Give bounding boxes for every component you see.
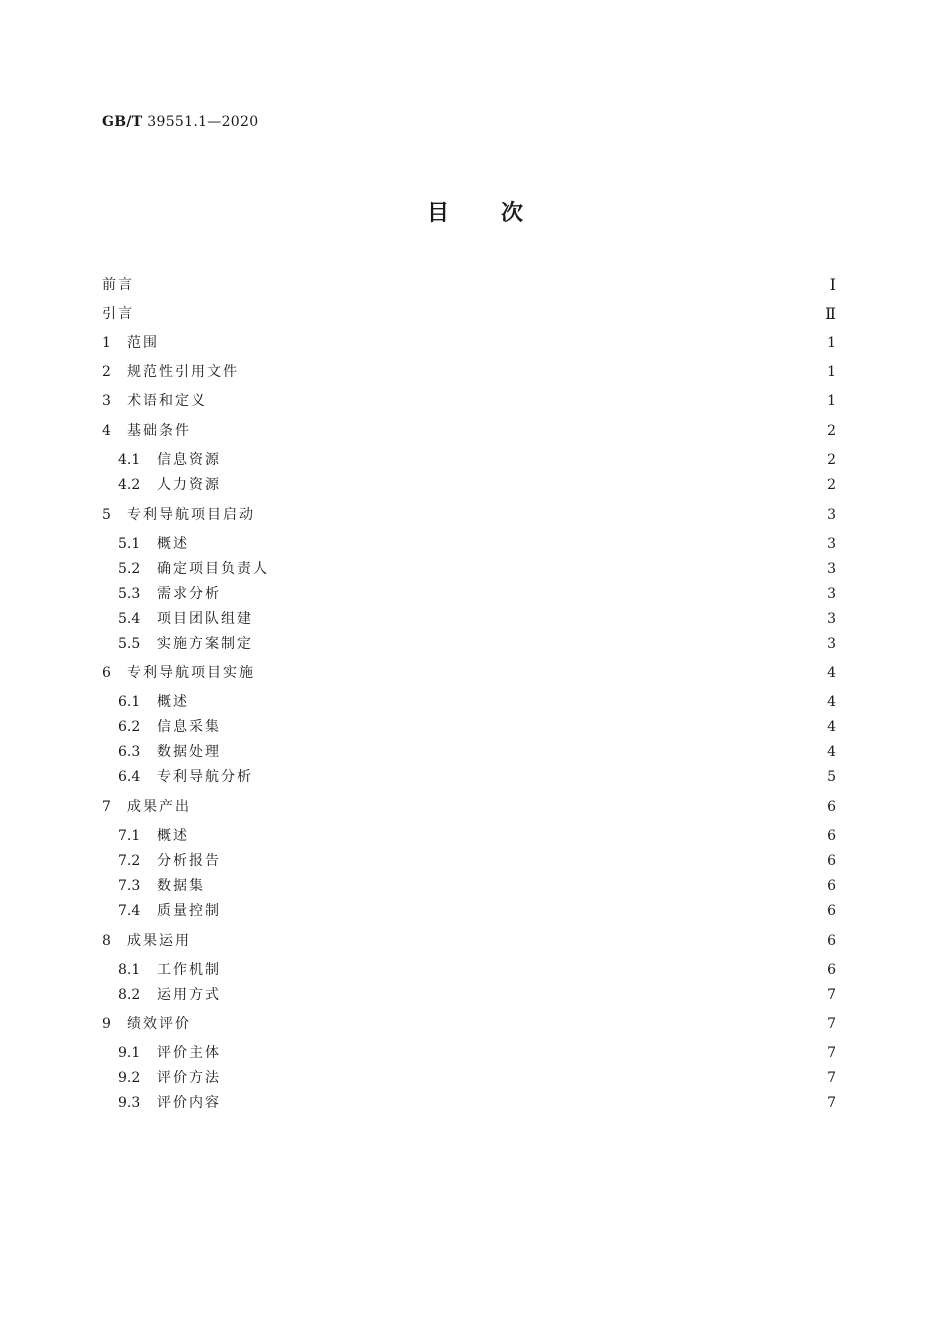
toc-entry-label: 概述: [157, 536, 189, 552]
dot-leader: [229, 1043, 818, 1063]
toc-entry-number: 2: [102, 364, 111, 380]
dot-leader: [277, 559, 818, 579]
toc-entry-label: 范围: [127, 335, 159, 351]
toc-entry-page: 6: [827, 878, 836, 894]
toc-entry-label: 确定项目负责人: [157, 561, 269, 577]
dot-leader: [197, 534, 818, 554]
toc-entry-label: 质量控制: [157, 903, 221, 919]
dot-leader: [229, 717, 818, 737]
toc-entry[interactable]: [102, 391, 836, 411]
dot-leader: [229, 1093, 818, 1113]
toc-entry[interactable]: [118, 901, 836, 921]
toc-entry-number: 7.2: [118, 853, 141, 869]
toc-entry-label: 规范性引用文件: [127, 364, 239, 380]
toc-entry[interactable]: [102, 304, 836, 324]
toc-entry-label: 评价主体: [157, 1045, 221, 1061]
toc-entry-page: 7: [827, 987, 836, 1003]
toc-entry-number: 9.1: [118, 1045, 141, 1061]
toc-entry-label: 专利导航分析: [157, 769, 253, 785]
toc-entry-page: 4: [827, 744, 836, 760]
toc-entry-page: 2: [827, 452, 836, 468]
toc-entry-number: 6.1: [118, 694, 141, 710]
toc-entry[interactable]: [118, 584, 836, 604]
toc-entry-label: 成果产出: [127, 799, 191, 815]
dot-leader: [199, 931, 818, 951]
toc-entry-page: 3: [827, 561, 836, 577]
toc-entry-page: 4: [827, 719, 836, 735]
dot-leader: [229, 851, 818, 871]
toc-entry-page: 7: [827, 1045, 836, 1061]
toc-entry-label: 绩效评价: [127, 1016, 191, 1032]
standard-number: 39551.1—2020: [147, 114, 259, 130]
toc-entry-label: 引言: [102, 306, 134, 322]
toc-entry[interactable]: [118, 634, 836, 654]
toc-entry-label: 需求分析: [157, 586, 221, 602]
toc-entry-page: 1: [827, 364, 836, 380]
dot-leader: [199, 1014, 818, 1034]
toc-entry[interactable]: [118, 1068, 836, 1088]
toc-entry-page: 7: [827, 1095, 836, 1111]
toc-entry[interactable]: [102, 421, 836, 441]
toc-entry-label: 前言: [102, 277, 134, 293]
toc-entry-page: 2: [827, 477, 836, 493]
toc-entry[interactable]: [118, 534, 836, 554]
toc-entry[interactable]: [102, 1014, 836, 1034]
toc-entry-number: 5: [102, 507, 111, 523]
toc-entry-page: 7: [827, 1070, 836, 1086]
toc-entry-page: 3: [827, 536, 836, 552]
dot-leader: [142, 275, 818, 295]
toc-entry-number: 9: [102, 1016, 111, 1032]
dot-leader: [229, 901, 818, 921]
toc-entry-label: 成果运用: [127, 933, 191, 949]
dot-leader: [199, 797, 818, 817]
dot-leader: [229, 960, 818, 980]
toc-entry[interactable]: [102, 797, 836, 817]
toc-entry[interactable]: [118, 876, 836, 896]
toc-entry-page: 3: [827, 586, 836, 602]
toc-entry-page: 5: [827, 769, 836, 785]
toc-entry-page: 6: [827, 903, 836, 919]
toc-entry-number: 6.3: [118, 744, 141, 760]
toc-entry-page: 2: [827, 423, 836, 439]
dot-leader: [247, 362, 818, 382]
dot-leader: [213, 876, 818, 896]
toc-entry-number: 4.2: [118, 477, 141, 493]
dot-leader: [167, 333, 818, 353]
toc-entry[interactable]: [118, 960, 836, 980]
toc-entry-page: 1: [827, 335, 836, 351]
toc-entry-number: 7.3: [118, 878, 141, 894]
toc-entry[interactable]: [118, 851, 836, 871]
dot-leader: [229, 1068, 818, 1088]
toc-entry-label: 专利导航项目启动: [127, 507, 255, 523]
standard-code: [102, 114, 258, 130]
toc-entry-label: 数据集: [157, 878, 205, 894]
toc-entry-page: 6: [827, 853, 836, 869]
toc-entry[interactable]: [102, 931, 836, 951]
title-char-2: 次: [501, 201, 524, 226]
dot-leader: [197, 826, 818, 846]
dot-leader: [263, 505, 818, 525]
toc-entry[interactable]: [118, 742, 836, 762]
toc-entry-page: 1: [827, 393, 836, 409]
dot-leader: [263, 663, 818, 683]
dot-leader: [261, 609, 818, 629]
toc-entry-label: 概述: [157, 828, 189, 844]
toc-entry-number: 6.2: [118, 719, 141, 735]
toc-entry-number: 7: [102, 799, 111, 815]
toc-entry-page: 3: [827, 507, 836, 523]
toc-entry-page: 4: [827, 665, 836, 681]
toc-entry-label: 信息资源: [157, 452, 221, 468]
toc-entry-label: 评价方法: [157, 1070, 221, 1086]
toc-entry[interactable]: [102, 505, 836, 525]
toc-entry-number: 5.5: [118, 636, 141, 652]
toc-entry-number: 8: [102, 933, 111, 949]
toc-entry-page: 7: [827, 1016, 836, 1032]
toc-entry-number: 8.2: [118, 987, 141, 1003]
toc-entry[interactable]: [118, 609, 836, 629]
toc-entry-page: Ⅰ: [829, 275, 836, 294]
toc-entry[interactable]: [118, 717, 836, 737]
toc-entry[interactable]: [102, 333, 836, 353]
toc-entry-number: 5.2: [118, 561, 141, 577]
toc-entry[interactable]: [118, 826, 836, 846]
toc-entry-page: 6: [827, 962, 836, 978]
toc-entry-label: 术语和定义: [127, 393, 207, 409]
toc-entry-label: 信息采集: [157, 719, 221, 735]
toc-entry-page: 3: [827, 611, 836, 627]
title-char-1: 目: [426, 201, 449, 226]
toc-entry[interactable]: [102, 275, 836, 295]
toc-entry-number: 5.3: [118, 586, 141, 602]
toc-entry[interactable]: [118, 450, 836, 470]
dot-leader: [261, 634, 818, 654]
toc-entry-number: 9.2: [118, 1070, 141, 1086]
dot-leader: [229, 742, 818, 762]
dot-leader: [229, 584, 818, 604]
toc-entry-label: 数据处理: [157, 744, 221, 760]
toc-entry-number: 6.4: [118, 769, 141, 785]
toc-entry-label: 工作机制: [157, 962, 221, 978]
toc-entry[interactable]: [118, 1093, 836, 1113]
toc-entry-number: 6: [102, 665, 111, 681]
toc-entry-page: 4: [827, 694, 836, 710]
toc-entry-number: 1: [102, 335, 111, 351]
dot-leader: [142, 304, 817, 324]
toc-entry[interactable]: [118, 692, 836, 712]
toc-entry-label: 人力资源: [157, 477, 221, 493]
dot-leader: [229, 450, 818, 470]
toc-entry-number: 9.3: [118, 1095, 141, 1111]
dot-leader: [261, 767, 818, 787]
toc-entry-label: 基础条件: [127, 423, 191, 439]
toc-entry[interactable]: [118, 767, 836, 787]
toc-entry[interactable]: [102, 362, 836, 382]
toc-entry[interactable]: [118, 1043, 836, 1063]
toc-entry-label: 运用方式: [157, 987, 221, 1003]
toc-entry-page: 6: [827, 933, 836, 949]
toc-entry-page: 6: [827, 799, 836, 815]
toc-entry-number: 8.1: [118, 962, 141, 978]
standard-prefix: GB/T: [102, 114, 143, 130]
toc-entry-number: 7.1: [118, 828, 141, 844]
toc-entry-number: 7.4: [118, 903, 141, 919]
toc-entry[interactable]: [118, 985, 836, 1005]
dot-leader: [197, 692, 818, 712]
toc-entry-number: 5.1: [118, 536, 141, 552]
toc-entry-label: 实施方案制定: [157, 636, 253, 652]
dot-leader: [215, 391, 818, 411]
toc-entry-label: 专利导航项目实施: [127, 665, 255, 681]
toc-entry-number: 5.4: [118, 611, 141, 627]
toc-entry-label: 分析报告: [157, 853, 221, 869]
dot-leader: [229, 985, 818, 1005]
toc-entry[interactable]: [118, 559, 836, 579]
dot-leader: [199, 421, 818, 441]
toc-entry-page: 6: [827, 828, 836, 844]
dot-leader: [229, 475, 818, 495]
page-title: [0, 196, 950, 227]
toc-entry-number: 4.1: [118, 452, 141, 468]
toc-entry-page: Ⅱ: [825, 304, 836, 323]
toc-entry[interactable]: [118, 475, 836, 495]
toc-entry-label: 项目团队组建: [157, 611, 253, 627]
toc-entry-number: 4: [102, 423, 111, 439]
toc-entry-label: 概述: [157, 694, 189, 710]
toc-entry-number: 3: [102, 393, 111, 409]
toc-entry-label: 评价内容: [157, 1095, 221, 1111]
toc-entry-page: 3: [827, 636, 836, 652]
toc-entry[interactable]: [102, 663, 836, 683]
